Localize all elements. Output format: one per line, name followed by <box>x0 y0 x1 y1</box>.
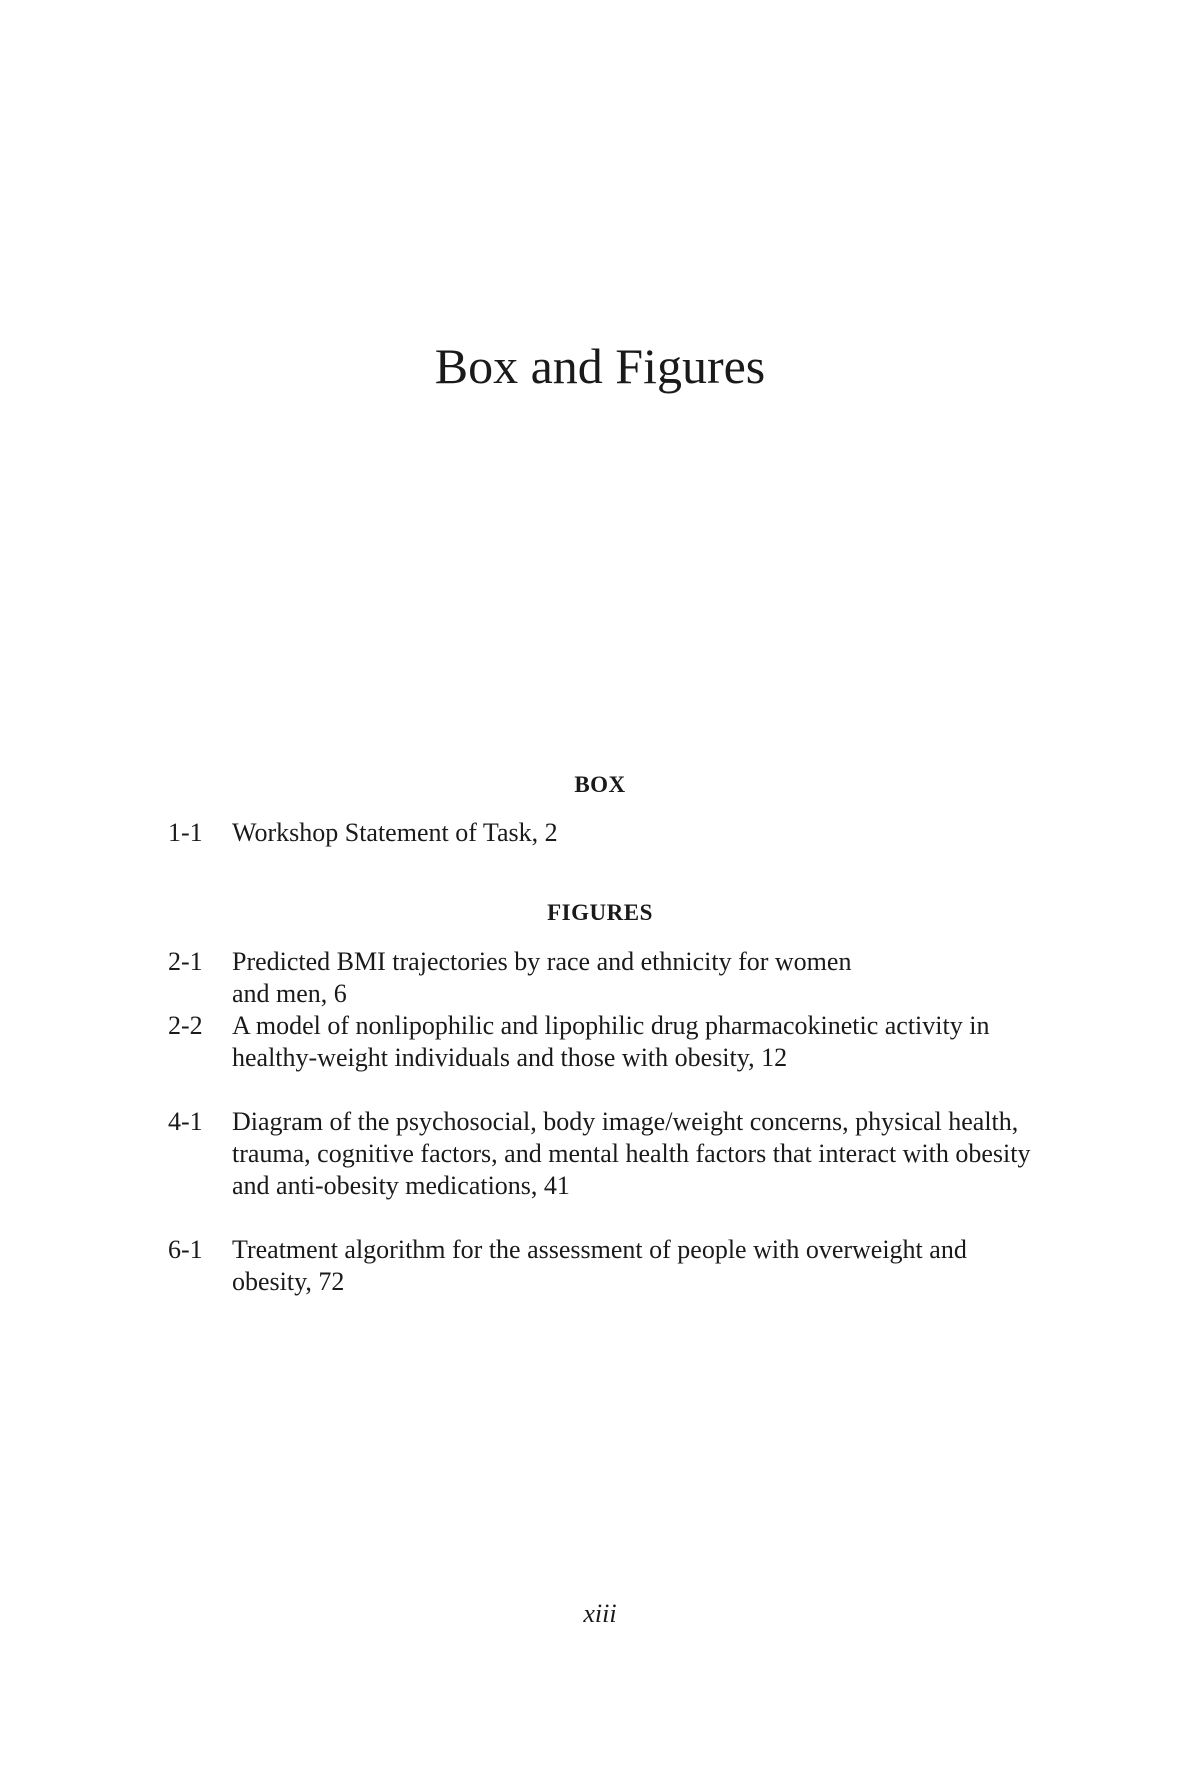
entry-number: 1-1 <box>168 818 203 847</box>
entry-number: 2-1 <box>168 947 203 976</box>
page-title: Box and Figures <box>434 338 766 394</box>
entry-text: Diagram of the psychosocial, body image/weight concerns, physical health, trauma, cognitive factors, and mental health factors that interact with obesity and anti-obesity medications, 41 <box>232 1107 1031 1200</box>
entry-number: 4-1 <box>168 1107 203 1136</box>
entry-text: Treatment algorithm for the assessment of people with overweight and obesity, 72 <box>232 1235 967 1296</box>
entry-text: Workshop Statement of Task, 2 <box>232 818 558 847</box>
figure-entry-2-2 <box>168 1010 1068 1074</box>
figure-entry-6-1 <box>168 1234 1068 1298</box>
entry-text: Predicted BMI trajectories by race and ethnicity for women and men, 6 <box>232 947 852 1008</box>
entry-number: 6-1 <box>168 1235 203 1264</box>
entry-number: 2-2 <box>168 1011 203 1040</box>
box-entry-1-1 <box>168 817 1068 849</box>
figure-entry-2-1 <box>168 946 1068 1010</box>
page-number: xiii <box>583 1599 617 1628</box>
figure-entry-4-1 <box>168 1106 1068 1202</box>
figures-section-heading: FIGURES <box>547 900 653 925</box>
box-section-heading: BOX <box>574 772 626 797</box>
entry-text: A model of nonlipophilic and lipophilic drug pharmacokinetic activity in healthy-weight individuals and those with obesity, 12 <box>232 1011 990 1072</box>
